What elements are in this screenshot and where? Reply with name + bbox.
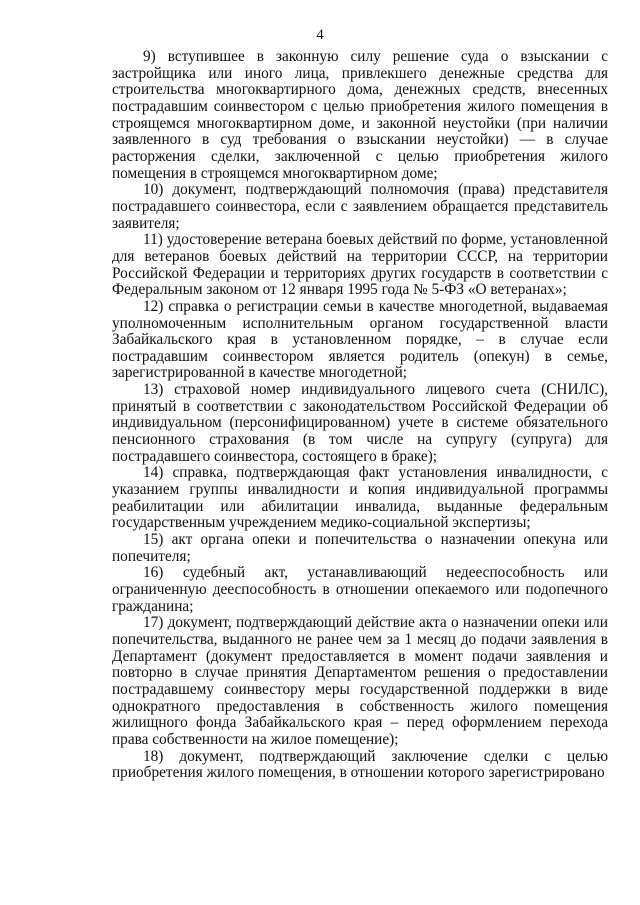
list-item-12: 12) справка о регистрации семьи в качестве многодетной, выдаваемая уполномоченным исполнительным органом государственной власти Забайкальского края в установленном порядке, – в случае если пострадавшим соинвестором является родитель (опекун) в семье, зарегистрированной в качестве многодетной;	[112, 297, 608, 382]
document-body	[112, 49, 608, 782]
page-number: 4	[316, 27, 324, 43]
list-item-11: 11) удостоверение ветерана боевых действий по форме, установленной для ветеранов боевых действий на территории СССР, на территории Российской Федерации и территориях других государств в соответствии с Федеральным законом от 12 января 1995 года № 5-ФЗ «О ветеранах»;	[112, 231, 608, 299]
list-item-16: 16) судебный акт, устанавливающий недееспособность или ограниченную дееспособность в отношении опекаемого или подопечного гражданина;	[112, 564, 608, 615]
list-item-15: 15) акт органа опеки и попечительства о назначении опекуна или попечителя;	[112, 531, 608, 565]
list-item-10: 10) документ, подтверждающий полномочия (права) представителя пострадавшего соинвестора, если с заявлением обращается представитель заявителя;	[112, 181, 608, 232]
list-item-14: 14) справка, подтверждающая факт установления инвалидности, с указанием группы инвалидности и копия индивидуальной программы реабилитации или абилитации инвалида, выданные федеральным государственным учреждением медико-социальной экспертизы;	[112, 464, 608, 532]
list-item-9: 9) вступившее в законную силу решение суда о взыскании с застройщика или иного лица, привлекшего денежные средства для строительства многоквартирного дома, денежных средств, внесенных пострадавшим соинвестором с целью приобретения жилого помещения в строящемся многоквартирном доме, и законной неустойки (при наличии заявленного в суд требования о взыскании неустойки) — в случае расторжения сделки, заключенной с целью приобретения жилого помещения в строящемся многоквартирном доме;	[112, 48, 608, 182]
list-item-18: 18) документ, подтверждающий заключение сделки с целью приобретения жилого помещения, в отношении которого зарегистрировано	[112, 747, 608, 782]
list-item-13: 13) страховой номер индивидуального лицевого счета (СНИЛС), принятый в соответствии с законодательством Российской Федерации об индивидуальном (персонифицированном) учете в системе обязательного пенсионного страхования (в том числе на супругу (супруга) для пострадавшего соинвестора, состоящего в браке);	[112, 381, 608, 465]
list-item-17: 17) документ, подтверждающий действие акта о назначении опеки или попечительства, выданного не ранее чем за 1 месяц до подачи заявления в Департамент (документ предоставляется в момент подачи заявления и повторно в случае принятия Департаментом решения о предоставлении пострадавшему соинвестору меры государственной поддержки в виде однократного предоставления в собственность жилого помещения жилищного фонда Забайкальского края – перед оформлением перехода права собственности на жилое помещение);	[112, 614, 608, 748]
